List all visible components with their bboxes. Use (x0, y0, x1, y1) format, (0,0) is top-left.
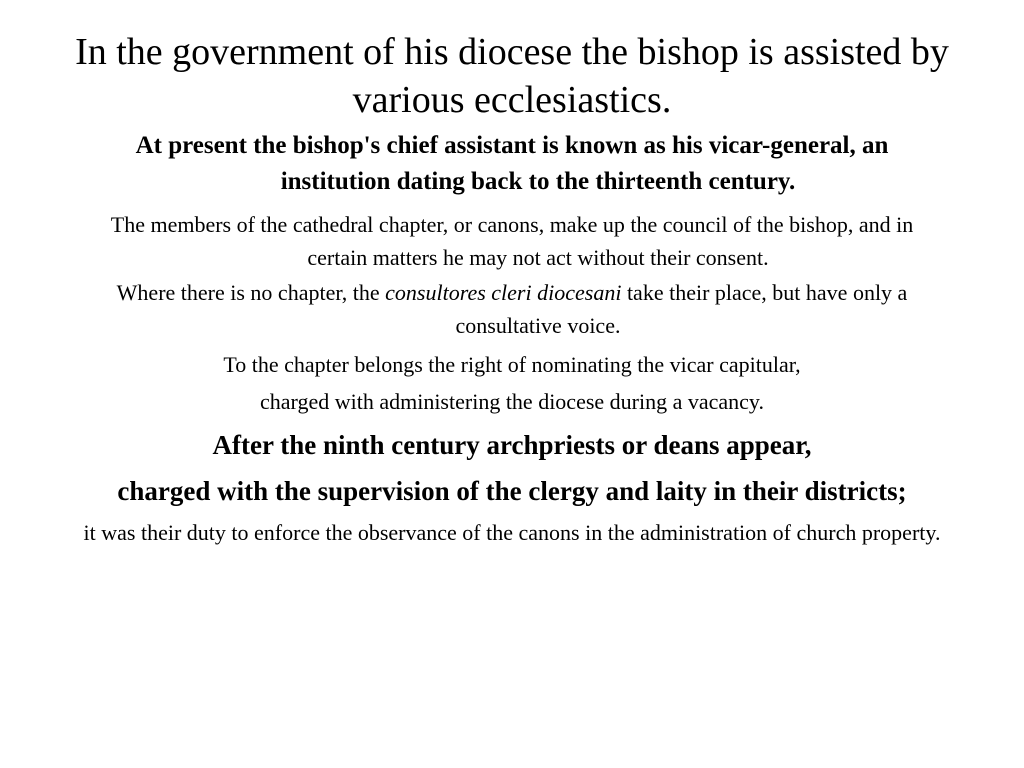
paragraph-vicar-general: At present the bishop's chief assistant is known as his vicar-general, an institution dating back to the thirteenth century. (135, 132, 889, 195)
slide-body (80, 128, 944, 549)
slide-title: In the government of his diocese the bishop is assisted by various ecclesiastics. (75, 31, 949, 121)
paragraph-supervision: charged with the supervision of the clergy and laity in their districts; (117, 476, 907, 506)
paragraph-cathedral-chapter: The members of the cathedral chapter, or canons, make up the council of the bishop, and in certain matters he may not act without their consent. (110, 212, 914, 270)
paragraph-church-property: it was their duty to enforce the observance of the canons in the administration of church property. (83, 520, 941, 545)
paragraph-consultores-after: take their place, but have only a consultative voice. (455, 280, 908, 338)
paragraph-consultores-italic: consultores cleri diocesani (385, 280, 622, 305)
paragraph-archpriests: After the ninth century archpriests or deans appear, (212, 430, 812, 460)
paragraph-vicar-capitular: To the chapter belongs the right of nominating the vicar capitular, (223, 352, 801, 377)
paragraph-consultores-before: Where there is no chapter, the (116, 280, 386, 305)
paragraph-vacancy: charged with administering the diocese during a vacancy. (260, 389, 764, 414)
paragraph-consultores (80, 276, 944, 342)
